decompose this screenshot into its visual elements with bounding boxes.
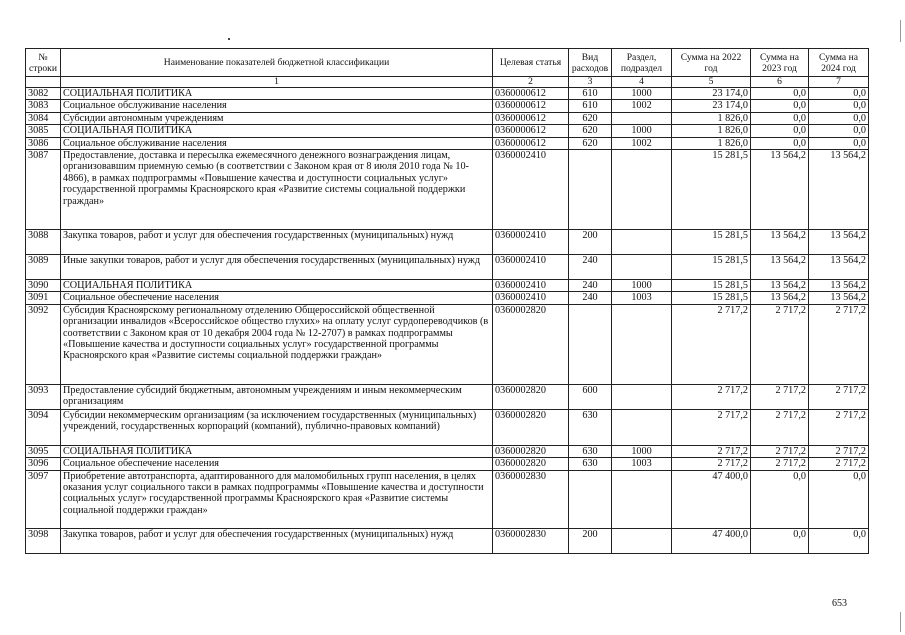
table-row (26, 409, 869, 445)
row-sum-2022: 2 717,2 (672, 458, 751, 470)
row-sum-2023: 2 717,2 (751, 304, 809, 384)
row-number: 3097 (26, 470, 61, 528)
column-number: 6 (751, 77, 809, 88)
row-target-article: 0360000612 (493, 88, 569, 100)
row-name: Социальное обслуживание населения (61, 100, 493, 112)
row-sum-2023: 13 564,2 (751, 255, 809, 280)
row-sum-2023: 2 717,2 (751, 384, 809, 409)
column-number: 4 (612, 77, 672, 88)
header-row (26, 49, 869, 77)
row-target-article: 0360002820 (493, 458, 569, 470)
row-name: Социальное обслуживание населения (61, 137, 493, 149)
row-sum-2024: 0,0 (809, 88, 869, 100)
row-sum-2023: 0,0 (751, 125, 809, 137)
header-sum-2022: Сумма на 2022 год (672, 49, 751, 77)
row-sum-2024: 13 564,2 (809, 230, 869, 255)
column-number: 3 (569, 77, 612, 88)
row-target-article: 0360000612 (493, 100, 569, 112)
header-expense-type: Вид расходов (569, 49, 612, 77)
row-sum-2024: 13 564,2 (809, 280, 869, 292)
table-row (26, 280, 869, 292)
row-expense-type: 630 (569, 458, 612, 470)
row-sum-2023: 13 564,2 (751, 230, 809, 255)
row-sum-2022: 15 281,5 (672, 150, 751, 230)
row-sum-2023: 0,0 (751, 137, 809, 149)
row-sum-2023: 0,0 (751, 88, 809, 100)
row-sum-2024: 2 717,2 (809, 304, 869, 384)
row-name: Закупка товаров, работ и услуг для обеспечения государственных (муниципальных) нужд (61, 528, 493, 553)
row-sum-2022: 47 400,0 (672, 470, 751, 528)
row-expense-type: 610 (569, 88, 612, 100)
row-expense-type (569, 150, 612, 230)
row-section: 1000 (612, 125, 672, 137)
row-sum-2024: 0,0 (809, 125, 869, 137)
row-section: 1000 (612, 445, 672, 457)
row-target-article: 0360002820 (493, 304, 569, 384)
row-expense-type: 620 (569, 112, 612, 124)
row-number: 3089 (26, 255, 61, 280)
scan-edge-mark (900, 20, 901, 42)
row-sum-2022: 15 281,5 (672, 280, 751, 292)
row-sum-2024: 0,0 (809, 528, 869, 553)
row-name: Субсидия Красноярскому региональному отделению Общероссийской общественной организации инвалидов «Всероссийское общество глухих» на оплату услуг сурдопереводчиков (в соответствии с Законом края от 10 декабря 2004 года № 12-2707) в рамках подпрограммы «Повышение качества и доступности социальных услуг» государственной программы Красноярского края «Развитие системы социальной поддержки граждан» (61, 304, 493, 384)
row-target-article: 0360002830 (493, 528, 569, 553)
table-row (26, 458, 869, 470)
row-target-article: 0360000612 (493, 125, 569, 137)
row-name: Закупка товаров, работ и услуг для обеспечения государственных (муниципальных) нужд (61, 230, 493, 255)
table-row (26, 255, 869, 280)
row-name: СОЦИАЛЬНАЯ ПОЛИТИКА (61, 280, 493, 292)
row-sum-2022: 1 826,0 (672, 125, 751, 137)
row-expense-type: 200 (569, 230, 612, 255)
row-sum-2022: 15 281,5 (672, 255, 751, 280)
row-name: СОЦИАЛЬНАЯ ПОЛИТИКА (61, 445, 493, 457)
row-sum-2022: 2 717,2 (672, 304, 751, 384)
row-expense-type: 620 (569, 137, 612, 149)
row-number: 3084 (26, 112, 61, 124)
row-sum-2024: 2 717,2 (809, 458, 869, 470)
table-row (26, 528, 869, 553)
row-sum-2022: 23 174,0 (672, 100, 751, 112)
row-section (612, 304, 672, 384)
row-target-article: 0360002410 (493, 255, 569, 280)
row-number: 3091 (26, 292, 61, 304)
row-number: 3093 (26, 384, 61, 409)
table-row (26, 230, 869, 255)
row-section: 1000 (612, 280, 672, 292)
row-number: 3083 (26, 100, 61, 112)
row-target-article: 0360002830 (493, 470, 569, 528)
row-section (612, 384, 672, 409)
row-target-article: 0360002820 (493, 384, 569, 409)
header-target-article: Целевая статья (493, 49, 569, 77)
row-expense-type: 630 (569, 445, 612, 457)
row-expense-type: 200 (569, 528, 612, 553)
table-row (26, 137, 869, 149)
column-number: 1 (61, 77, 493, 88)
column-number-blank (26, 77, 61, 88)
row-target-article: 0360002820 (493, 445, 569, 457)
table-row (26, 100, 869, 112)
row-sum-2022: 2 717,2 (672, 384, 751, 409)
row-sum-2024: 2 717,2 (809, 409, 869, 445)
row-sum-2023: 2 717,2 (751, 445, 809, 457)
row-expense-type: 240 (569, 255, 612, 280)
row-sum-2024: 13 564,2 (809, 255, 869, 280)
row-name: СОЦИАЛЬНАЯ ПОЛИТИКА (61, 88, 493, 100)
row-section: 1002 (612, 100, 672, 112)
row-sum-2024: 0,0 (809, 470, 869, 528)
row-sum-2023: 0,0 (751, 470, 809, 528)
row-section: 1003 (612, 458, 672, 470)
row-sum-2024: 0,0 (809, 137, 869, 149)
row-number: 3088 (26, 230, 61, 255)
row-name: Иные закупки товаров, работ и услуг для обеспечения государственных (муниципальных) нужд (61, 255, 493, 280)
row-name: Субсидии некоммерческим организациям (за исключением государственных (муниципальных) учреждений, государственных корпораций (компаний), публично-правовых компаний) (61, 409, 493, 445)
table-row (26, 470, 869, 528)
row-section (612, 150, 672, 230)
row-section: 1003 (612, 292, 672, 304)
header-sum-2024: Сумма на 2024 год (809, 49, 869, 77)
header-name: Наименование показателей бюджетной классификации (61, 49, 493, 77)
table-row (26, 150, 869, 230)
row-sum-2024: 13 564,2 (809, 292, 869, 304)
row-expense-type: 630 (569, 409, 612, 445)
column-number: 2 (493, 77, 569, 88)
row-sum-2023: 2 717,2 (751, 458, 809, 470)
row-sum-2022: 2 717,2 (672, 409, 751, 445)
row-number: 3095 (26, 445, 61, 457)
row-section (612, 255, 672, 280)
table-row (26, 112, 869, 124)
row-sum-2022: 15 281,5 (672, 230, 751, 255)
row-target-article: 0360002820 (493, 409, 569, 445)
row-section (612, 112, 672, 124)
row-expense-type: 240 (569, 292, 612, 304)
row-sum-2024: 0,0 (809, 100, 869, 112)
table-row (26, 88, 869, 100)
row-sum-2023: 0,0 (751, 112, 809, 124)
row-target-article: 0360002410 (493, 230, 569, 255)
row-number: 3082 (26, 88, 61, 100)
row-sum-2024: 2 717,2 (809, 445, 869, 457)
row-sum-2024: 0,0 (809, 112, 869, 124)
row-name: Предоставление субсидий бюджетным, автономным учреждениям и иным некоммерческим организациям (61, 384, 493, 409)
header-row-number: № строки (26, 49, 61, 77)
row-section (612, 409, 672, 445)
column-number: 5 (672, 77, 751, 88)
scan-speck (228, 38, 230, 40)
row-number: 3090 (26, 280, 61, 292)
row-sum-2023: 2 717,2 (751, 409, 809, 445)
row-sum-2024: 2 717,2 (809, 384, 869, 409)
row-sum-2022: 15 281,5 (672, 292, 751, 304)
row-name: Субсидии автономным учреждениям (61, 112, 493, 124)
row-expense-type: 240 (569, 280, 612, 292)
row-target-article: 0360002410 (493, 292, 569, 304)
row-sum-2022: 1 826,0 (672, 112, 751, 124)
budget-table (25, 48, 869, 554)
table-row (26, 445, 869, 457)
row-name: Социальное обеспечение населения (61, 458, 493, 470)
row-number: 3086 (26, 137, 61, 149)
table-row (26, 292, 869, 304)
header-sum-2023: Сумма на 2023 год (751, 49, 809, 77)
page-number: 653 (832, 598, 847, 609)
row-expense-type: 620 (569, 125, 612, 137)
row-number: 3087 (26, 150, 61, 230)
row-target-article: 0360002410 (493, 150, 569, 230)
row-sum-2022: 2 717,2 (672, 445, 751, 457)
row-section (612, 470, 672, 528)
row-section: 1000 (612, 88, 672, 100)
row-sum-2023: 0,0 (751, 528, 809, 553)
row-name: Социальное обеспечение населения (61, 292, 493, 304)
row-target-article: 0360000612 (493, 112, 569, 124)
row-number: 3096 (26, 458, 61, 470)
table-row (26, 384, 869, 409)
row-expense-type (569, 470, 612, 528)
row-section (612, 528, 672, 553)
header-section: Раздел, подраздел (612, 49, 672, 77)
row-sum-2023: 13 564,2 (751, 280, 809, 292)
column-number-row (26, 77, 869, 88)
row-name: Приобретение автотранспорта, адаптированного для маломобильных групп населения, в целях оказания услуг социального такси в рамках подпрограммы «Повышение качества и доступности социальных услуг» государственной программы Красноярского края «Развитие системы социальной поддержки граждан» (61, 470, 493, 528)
row-sum-2022: 23 174,0 (672, 88, 751, 100)
table-row (26, 125, 869, 137)
row-sum-2023: 13 564,2 (751, 150, 809, 230)
row-number: 3085 (26, 125, 61, 137)
row-number: 3094 (26, 409, 61, 445)
table-row (26, 304, 869, 384)
row-sum-2023: 13 564,2 (751, 292, 809, 304)
row-number: 3092 (26, 304, 61, 384)
row-sum-2024: 13 564,2 (809, 150, 869, 230)
row-target-article: 0360002410 (493, 280, 569, 292)
row-sum-2023: 0,0 (751, 100, 809, 112)
row-name: СОЦИАЛЬНАЯ ПОЛИТИКА (61, 125, 493, 137)
row-expense-type: 600 (569, 384, 612, 409)
row-sum-2022: 1 826,0 (672, 137, 751, 149)
row-name: Предоставление, доставка и пересылка ежемесячного денежного вознаграждения лицам, организовавшим приемную семью (в соответствии с Законом края от 8 июля 2010 года № 10-4866), в рамках подпрограммы «Повышение качества и доступности социальных услуг» государственной программы Красноярского края «Развитие системы социальной поддержки граждан» (61, 150, 493, 230)
row-sum-2022: 47 400,0 (672, 528, 751, 553)
row-section: 1002 (612, 137, 672, 149)
column-number: 7 (809, 77, 869, 88)
scan-edge-mark (900, 612, 901, 632)
row-expense-type: 610 (569, 100, 612, 112)
row-section (612, 230, 672, 255)
row-number: 3098 (26, 528, 61, 553)
row-expense-type (569, 304, 612, 384)
row-target-article: 0360000612 (493, 137, 569, 149)
